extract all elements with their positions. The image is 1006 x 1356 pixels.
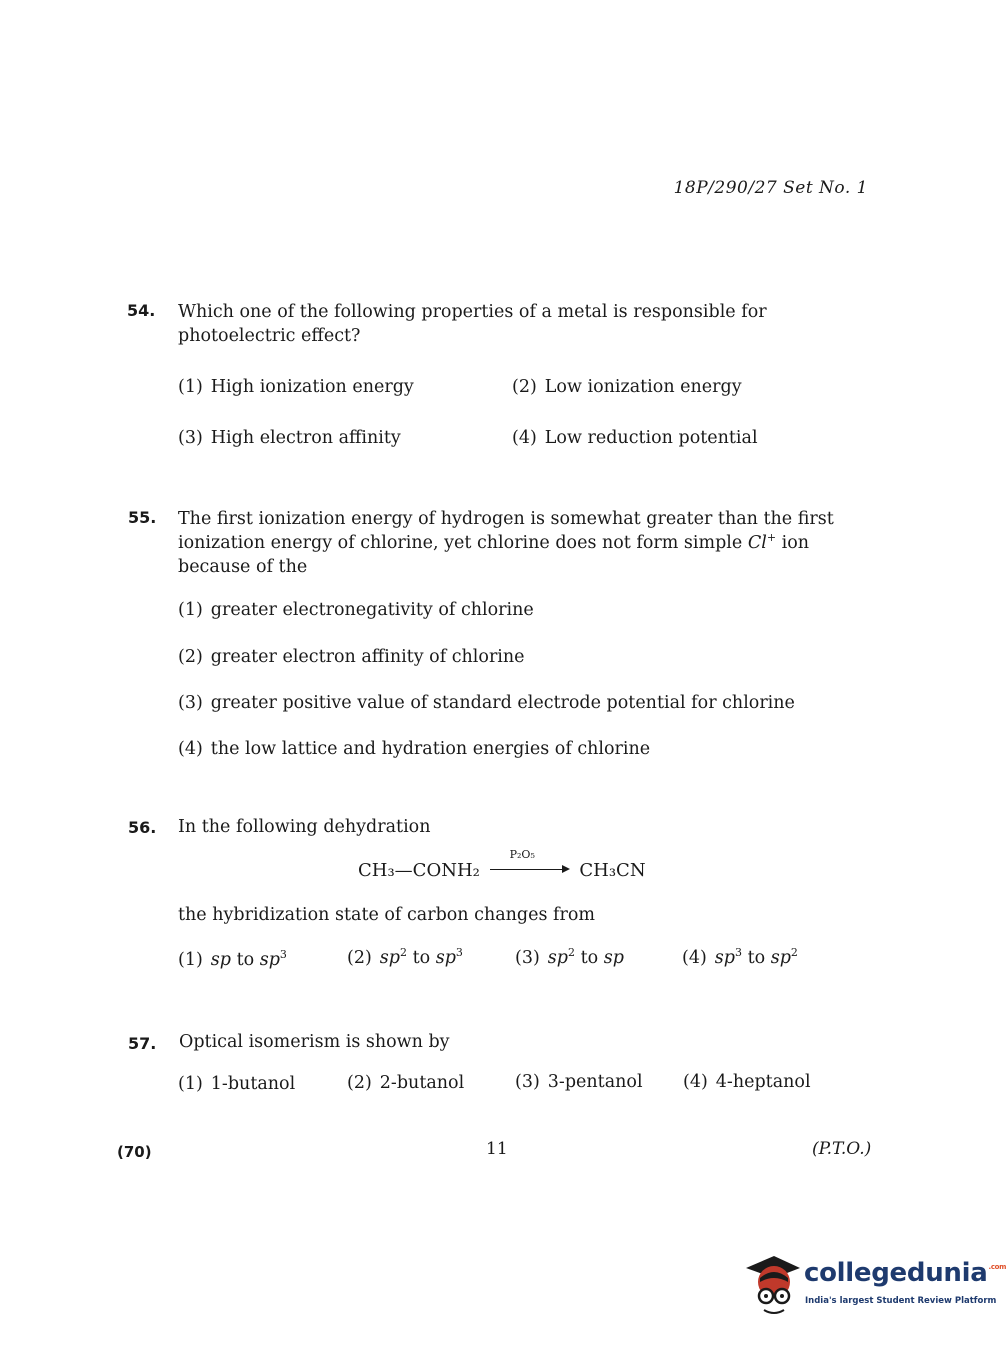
question-55-number: 55.: [128, 508, 157, 527]
q57-option-3: [515, 1072, 643, 1092]
question-54-text: Which one of the following properties of a metal is responsible for photoelectric effect?: [178, 302, 767, 346]
option-number: (2): [178, 647, 203, 667]
connector-word: to: [747, 948, 766, 968]
option-number: (3): [178, 428, 203, 448]
reagent-label: P₂O₅: [509, 848, 535, 861]
question-56-number: 56.: [128, 818, 157, 837]
to-orbital: sp: [770, 948, 791, 968]
brand-com: .com: [988, 1263, 1006, 1271]
to-orbital: sp: [435, 948, 456, 968]
option-number: (1): [178, 1074, 203, 1094]
option-text: 1-butanol: [210, 1074, 296, 1094]
q55-option-1: [178, 600, 534, 620]
paper-code: 18P/290/27 Set No. 1: [673, 178, 868, 198]
q56-option-2: [347, 948, 463, 968]
option-text: Low reduction potential: [544, 428, 758, 448]
q55-option-2: [178, 647, 525, 667]
to-orbital: sp: [603, 948, 624, 968]
option-number: (1): [178, 600, 203, 620]
chlorine-ion-symbol: Cl: [747, 533, 767, 553]
option-number: (2): [512, 377, 537, 397]
reaction-arrow: [490, 848, 570, 874]
mascot-icon: [744, 1252, 802, 1322]
option-number: (1): [178, 950, 203, 970]
to-orbital: sp: [259, 950, 280, 970]
connector-word: to: [580, 948, 599, 968]
collegedunia-logo: [744, 1252, 1006, 1322]
brand-tagline: India's largest Student Review Platform: [805, 1296, 997, 1306]
from-orbital: sp: [714, 948, 735, 968]
footer-code: (70): [117, 1143, 152, 1161]
question-56-followup: the hybridization state of carbon changes from: [178, 905, 595, 925]
q54-option-2: [512, 377, 742, 397]
from-orbital: sp: [210, 950, 231, 970]
option-number: (3): [515, 1072, 540, 1092]
q56-option-1: [178, 950, 287, 970]
q56-option-3: [515, 948, 624, 968]
option-number: (4): [682, 948, 707, 968]
q57-option-1: [178, 1074, 295, 1094]
q56-option-4: [682, 948, 798, 968]
option-text: greater positive value of standard electrode potential for chlorine: [210, 693, 795, 713]
q54-option-3: [178, 428, 401, 448]
q57-option-2: [347, 1073, 464, 1093]
to-exponent: 2: [790, 946, 798, 959]
option-text: greater electronegativity of chlorine: [210, 600, 534, 620]
connector-word: to: [236, 950, 255, 970]
from-exponent: 3: [734, 946, 742, 959]
pto-label: (P.T.O.): [812, 1139, 872, 1159]
ion-charge: +: [766, 531, 777, 544]
brand-name: [804, 1258, 1006, 1288]
q55-text-before: The first ionization energy of hydrogen is somewhat greater than the first ionization energy of chlorine, yet chlorine does not form simple: [178, 509, 834, 553]
option-number: (4): [683, 1072, 708, 1092]
reactant: CH₃—CONH₂: [358, 860, 480, 881]
q55-option-4: [178, 739, 650, 759]
from-exponent: 2: [399, 946, 407, 959]
connector-word: to: [412, 948, 431, 968]
page-number: 11: [486, 1139, 508, 1159]
option-text: the low lattice and hydration energies of chlorine: [210, 739, 651, 759]
option-text: 2-butanol: [379, 1073, 465, 1093]
question-57-text: Optical isomerism is shown by: [179, 1032, 450, 1052]
brand-text: collegedunia: [804, 1258, 988, 1288]
to-exponent: 3: [279, 948, 287, 961]
question-55-text: [178, 507, 870, 579]
q57-option-4: [683, 1072, 811, 1092]
question-54-number: 54.: [127, 301, 156, 320]
option-text: greater electron affinity of chlorine: [210, 647, 525, 667]
from-orbital: sp: [547, 948, 568, 968]
option-number: (3): [178, 693, 203, 713]
option-number: (4): [512, 428, 537, 448]
option-number: (2): [347, 948, 372, 968]
question-57-number: 57.: [128, 1034, 157, 1053]
option-number: (3): [515, 948, 540, 968]
question-56-text: In the following dehydration: [178, 817, 431, 837]
option-text: 3-pentanol: [547, 1072, 643, 1092]
q55-option-3: [178, 693, 795, 713]
option-text: High ionization energy: [210, 377, 414, 397]
option-text: Low ionization energy: [544, 377, 742, 397]
to-exponent: 3: [455, 946, 463, 959]
q54-option-4: [512, 428, 758, 448]
option-number: (2): [347, 1073, 372, 1093]
dehydration-equation: [358, 848, 646, 881]
option-number: (1): [178, 377, 203, 397]
option-number: (4): [178, 739, 203, 759]
from-exponent: 2: [567, 946, 575, 959]
q54-option-1: [178, 377, 414, 397]
from-orbital: sp: [379, 948, 400, 968]
option-text: 4-heptanol: [715, 1072, 811, 1092]
option-text: High electron affinity: [210, 428, 401, 448]
product: CH₃CN: [579, 860, 646, 881]
q55-text-after: ion because of the: [178, 533, 809, 577]
